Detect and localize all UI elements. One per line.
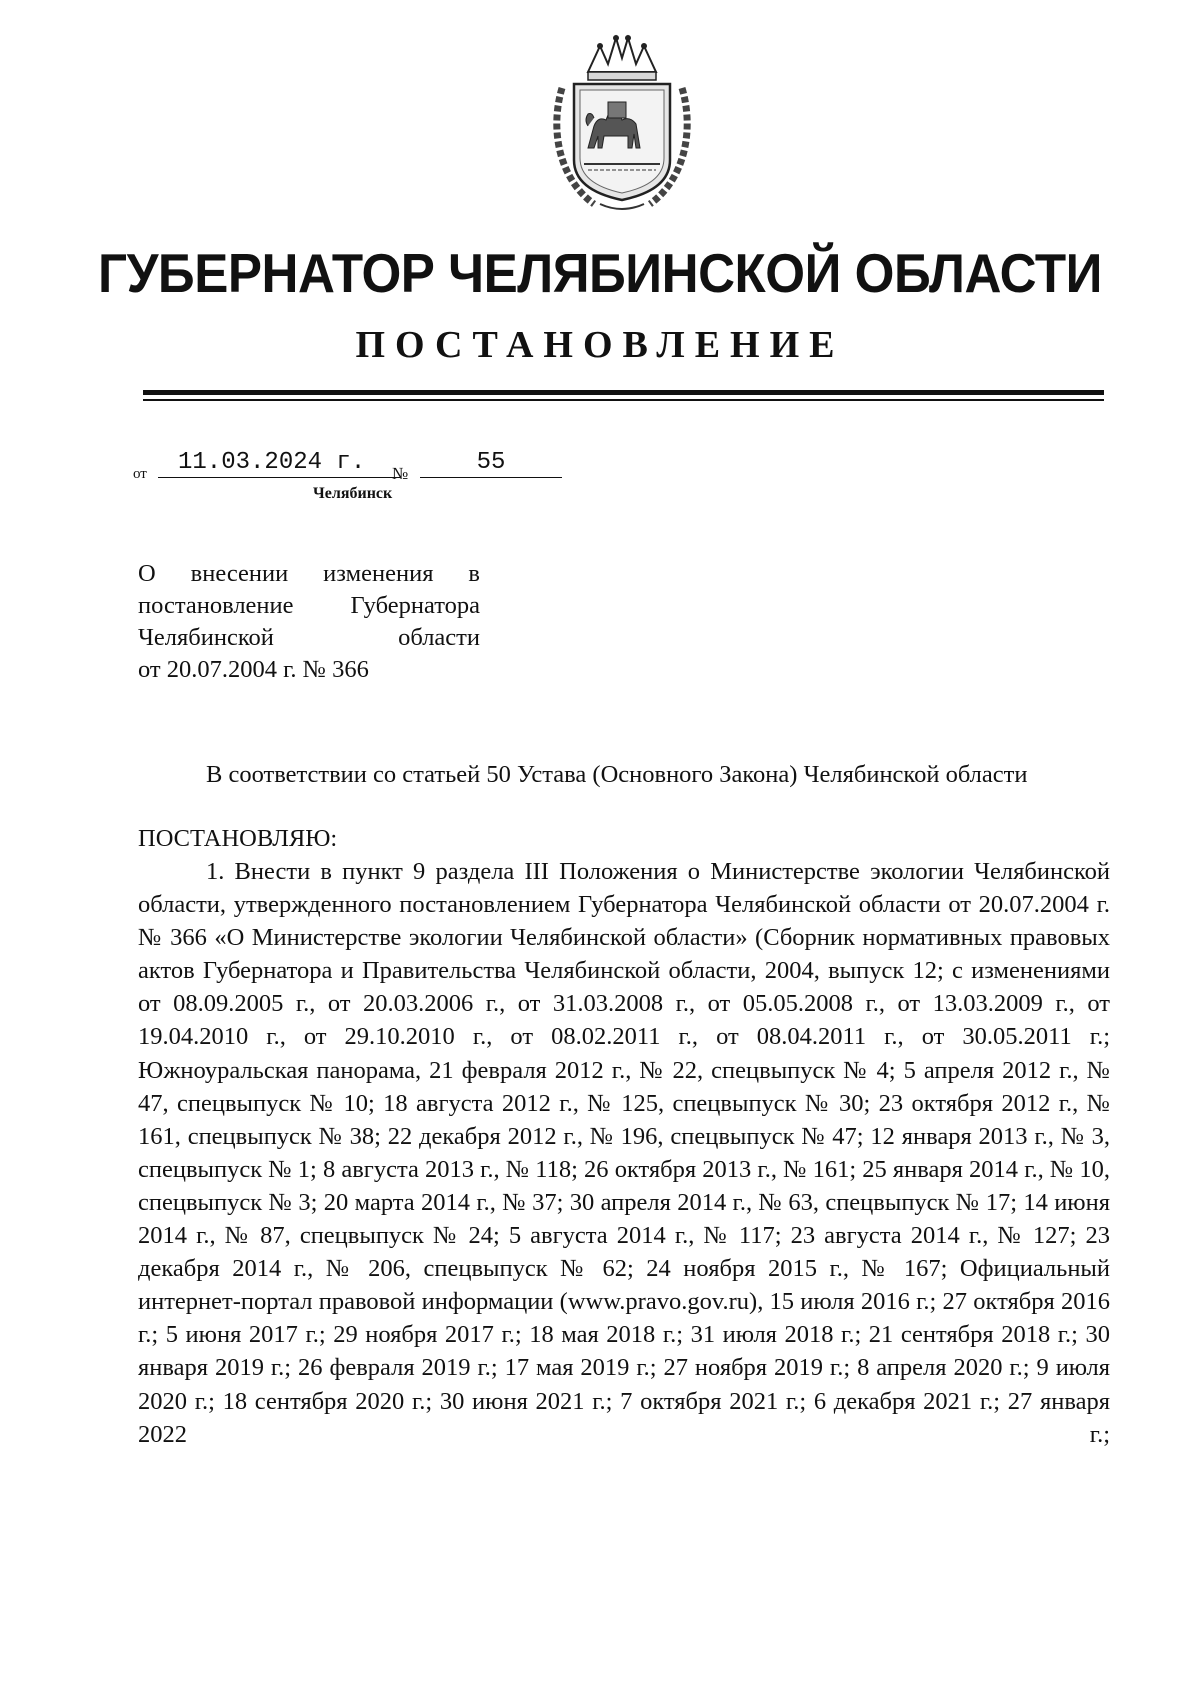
coat-of-arms-emblem: [548, 28, 696, 216]
header-rule-thick: [143, 390, 1104, 395]
number-sign: №: [392, 464, 409, 483]
date-prefix: от: [133, 466, 147, 482]
subject-line: постановление Губернатора: [138, 592, 480, 619]
authority-title: ГУБЕРНАТОР ЧЕЛЯБИНСКОЙ ОБЛАСТИ: [98, 242, 1102, 304]
document-type: ПОСТАНОВЛЕНИЕ: [355, 324, 845, 366]
document-date: 11.03.2024 г.: [178, 449, 366, 476]
number-underline: [420, 477, 562, 478]
subject-line: Челябинской области: [138, 624, 480, 651]
legal-basis: В соответствии со статьей 50 Устава (Основного Закона) Челябинской области: [206, 761, 1028, 788]
subject-line: от 20.07.2004 г. № 366: [138, 656, 369, 683]
document-subject: [138, 558, 480, 686]
date-underline: [158, 477, 400, 478]
document-city: Челябинск: [313, 485, 393, 502]
header-rule-thin: [143, 399, 1104, 401]
subject-line: О внесении изменения в: [138, 560, 480, 587]
paragraph-item-1: 1. Внести в пункт 9 раздела III Положения о Министерстве экологии Челябинской области, утвержденного постановлением Губернатора Челябинской области от 20.07.2004 г. № 366 «О Министерстве экологии Челябинской области» (Сборник нормативных правовых актов Губернатора и Правительства Челябинской области, 2004, выпуск 12; с изменениями от 08.09.2005 г., от 20.03.2006 г., от 31.03.2008 г., от 05.05.2008 г., от 13.03.2009 г., от 19.04.2010 г., от 29.10.2010 г., от 08.02.2011 г., от 08.04.2011 г., от 30.05.2011 г.; Южноуральская панорама, 21 февраля 2012 г., № 22, спецвыпуск № 4; 5 апреля 2012 г., № 47, спецвыпуск № 10; 18 августа 2012 г., № 125, спецвыпуск № 30; 23 октября 2012 г., № 161, спецвыпуск № 38; 22 декабря 2012 г., № 196, спецвыпуск № 47; 12 января 2013 г., № 3, спецвыпуск № 1; 8 августа 2013 г., № 118; 26 октября 2013 г., № 161; 25 января 2014 г., № 10, спецвыпуск № 3; 20 марта 2014 г., № 37; 30 апреля 2014 г., № 63, спецвыпуск № 17; 14 июня 2014 г., № 87, спецвыпуск № 24; 5 августа 2014 г., № 117; 23 августа 2014 г., № 127; 23 декабря 2014 г., № 206, спецвыпуск № 62; 24 ноября 2015 г., № 167; Официальный интернет-портал правовой информации (www.pravo.gov.ru), 15 июля 2016 г.; 27 октября 2016 г.; 5 июня 2017 г.; 29 ноября 2017 г.; 18 мая 2018 г.; 31 июля 2018 г.; 21 сентября 2018 г.; 30 января 2019 г.; 26 февраля 2019 г.; 17 мая 2019 г.; 27 ноября 2019 г.; 8 апреля 2020 г.; 9 июля 2020 г.; 18 сентября 2020 г.; 30 июня 2021 г.; 7 октября 2021 г.; 6 декабря 2021 г.; 27 января 2022 г.;: [138, 858, 1110, 1448]
document-number: 55: [476, 449, 506, 476]
decree-word: ПОСТАНОВЛЯЮ:: [138, 825, 338, 852]
